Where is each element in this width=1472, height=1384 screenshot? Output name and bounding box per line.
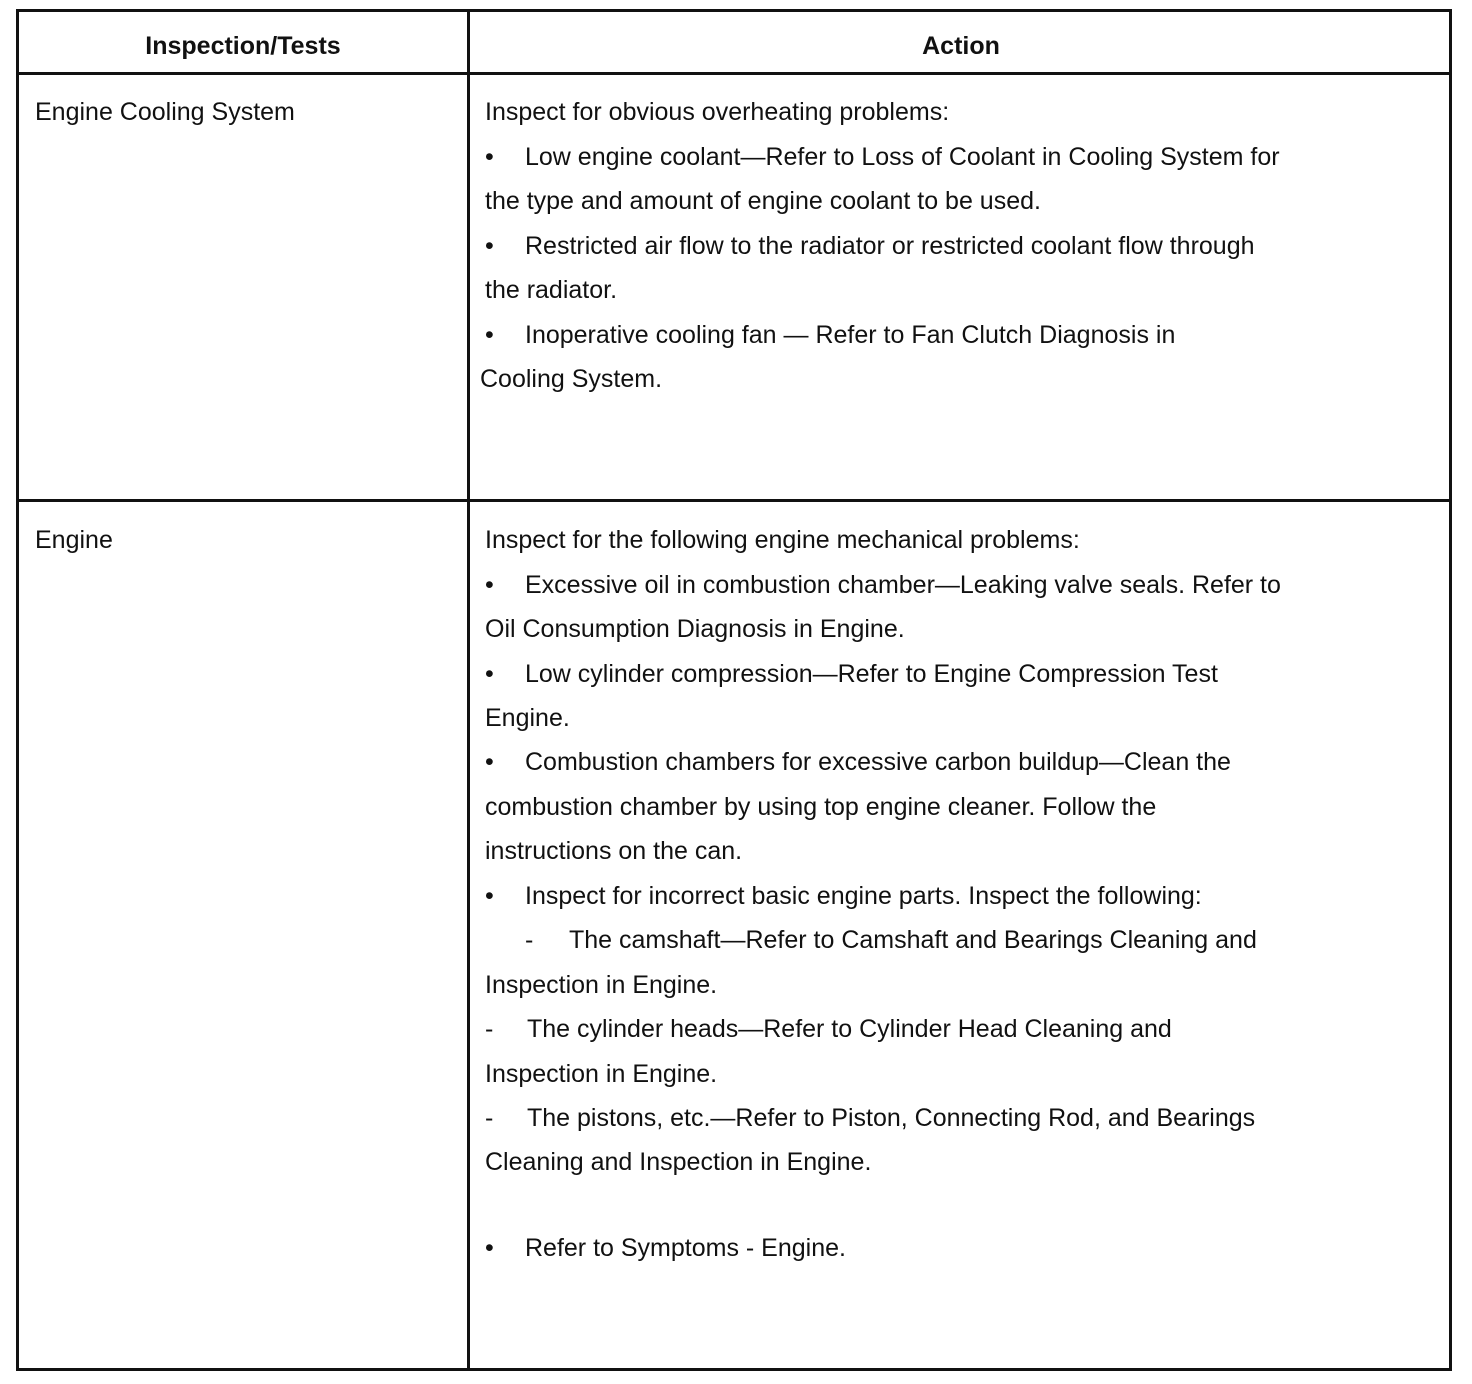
action-line: • Inspect for incorrect basic engine parts. Inspect the following: — [485, 882, 1202, 910]
action-line: - The pistons, etc.—Refer to Piston, Connecting Rod, and Bearings — [485, 1104, 1256, 1132]
action-line: - The cylinder heads—Refer to Cylinder Head Cleaning and — [485, 1015, 1172, 1043]
action-line: combustion chamber by using top engine cleaner. Follow the — [485, 793, 1157, 821]
action-line: • Combustion chambers for excessive carbon buildup—Clean the — [485, 748, 1231, 776]
bullet-marker: • — [485, 321, 494, 349]
action-intro: Inspect for obvious overheating problems: — [485, 98, 950, 126]
row-1-inspection: Engine Cooling System — [35, 98, 295, 126]
column-divider — [467, 12, 470, 1368]
action-line: instructions on the can. — [485, 837, 743, 865]
row-2-inspection: Engine — [35, 526, 113, 554]
action-line: Cleaning and Inspection in Engine. — [485, 1148, 872, 1176]
action-line: • Restricted air flow to the radiator or restricted coolant flow through — [485, 232, 1255, 260]
inspection-table — [16, 9, 1452, 1371]
action-line: • Refer to Symptoms - Engine. — [485, 1234, 846, 1262]
action-line: Engine. — [485, 704, 570, 732]
action-line: the type and amount of engine coolant to be used. — [485, 187, 1041, 215]
row-divider — [19, 499, 1449, 502]
bullet-marker: • — [485, 748, 494, 776]
bullet-marker: • — [485, 143, 494, 171]
bullet-marker: • — [485, 571, 494, 599]
action-line: Inspection in Engine. — [485, 971, 718, 999]
dash-marker: - — [485, 1015, 494, 1043]
header-divider — [19, 72, 1449, 75]
bullet-marker: • — [485, 882, 494, 910]
action-line: Cooling System. — [480, 365, 663, 393]
action-line: • Low cylinder compression—Refer to Engine Compression Test — [485, 660, 1218, 688]
action-line: Oil Consumption Diagnosis in Engine. — [485, 615, 905, 643]
bullet-marker: • — [485, 660, 494, 688]
action-line: the radiator. — [485, 276, 618, 304]
action-line: - The camshaft—Refer to Camshaft and Bearings Cleaning and — [485, 926, 1257, 955]
action-line: Inspection in Engine. — [485, 1060, 718, 1088]
dash-marker: - — [525, 926, 534, 954]
bullet-marker: • — [485, 1234, 494, 1262]
header-inspection: Inspection/Tests — [145, 32, 341, 60]
bullet-marker: • — [485, 232, 494, 260]
header-action: Action — [922, 32, 1000, 60]
action-intro: Inspect for the following engine mechanical problems: — [485, 526, 1080, 554]
action-line: • Excessive oil in combustion chamber—Leaking valve seals. Refer to — [485, 571, 1281, 599]
action-line: • Inoperative cooling fan — Refer to Fan Clutch Diagnosis in — [485, 321, 1176, 349]
dash-marker: - — [485, 1104, 494, 1132]
action-line: • Low engine coolant—Refer to Loss of Coolant in Cooling System for — [485, 143, 1280, 171]
